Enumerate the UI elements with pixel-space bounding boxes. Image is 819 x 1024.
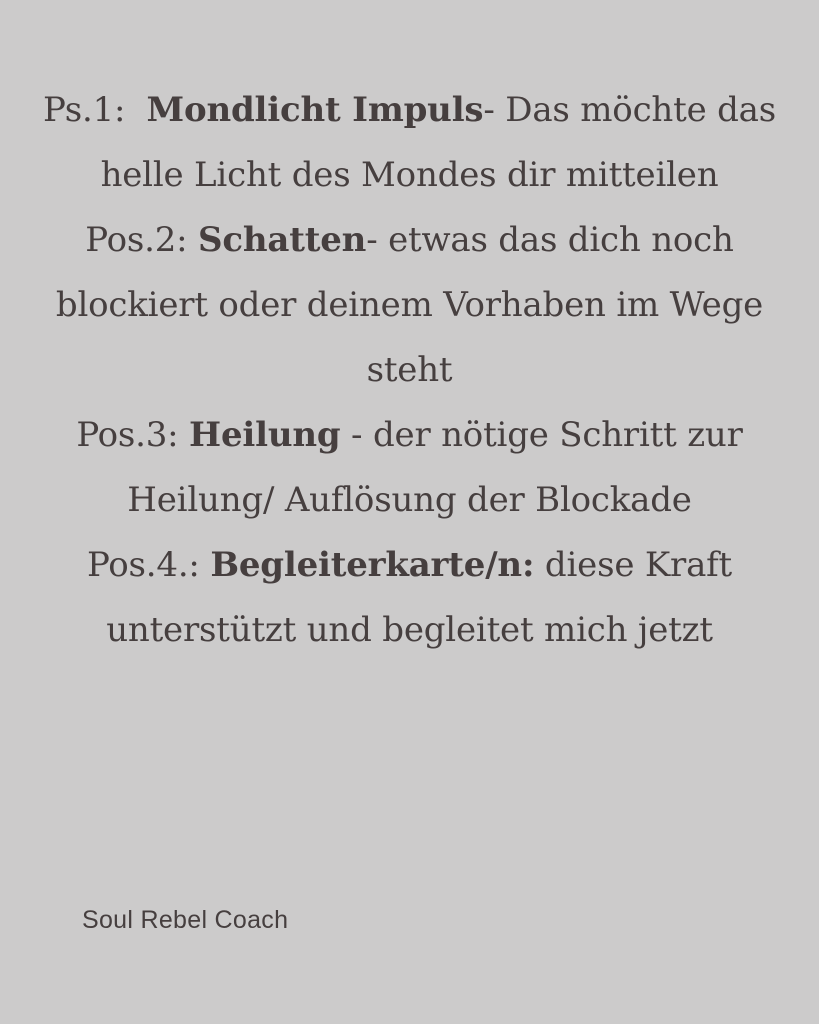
entry-position-2 — [40, 208, 779, 403]
entry-3-position: Pos.3: — [76, 415, 179, 455]
entry-2-description: - etwas das dich noch blockiert oder deinem Vorhaben im Wege steht — [55, 220, 764, 390]
entry-1-position: Ps.1: — [43, 90, 126, 130]
entry-4-title: Begleiterkarte/n: — [210, 545, 535, 585]
entry-3-title: Heilung — [189, 415, 341, 455]
brand-name: Soul Rebel Coach — [82, 906, 289, 934]
entry-1-title: Mondlicht Impuls — [146, 90, 484, 130]
entry-position-1 — [40, 78, 779, 208]
entry-2-title: Schatten — [198, 220, 367, 260]
entry-2-position: Pos.2: — [85, 220, 188, 260]
entry-1-description: - Das möchte das helle Licht des Mondes dir mitteilen — [100, 90, 776, 195]
entry-position-4 — [40, 533, 779, 663]
entry-4-description: diese Kraft unterstützt und begleitet mich jetzt — [106, 545, 733, 650]
entry-3-description: - der nötige Schritt zur Heilung/ Auflösung der Blockade — [127, 415, 743, 520]
card-spread-text — [40, 78, 779, 663]
entry-4-position: Pos.4.: — [86, 545, 200, 585]
entry-position-3 — [40, 403, 779, 533]
